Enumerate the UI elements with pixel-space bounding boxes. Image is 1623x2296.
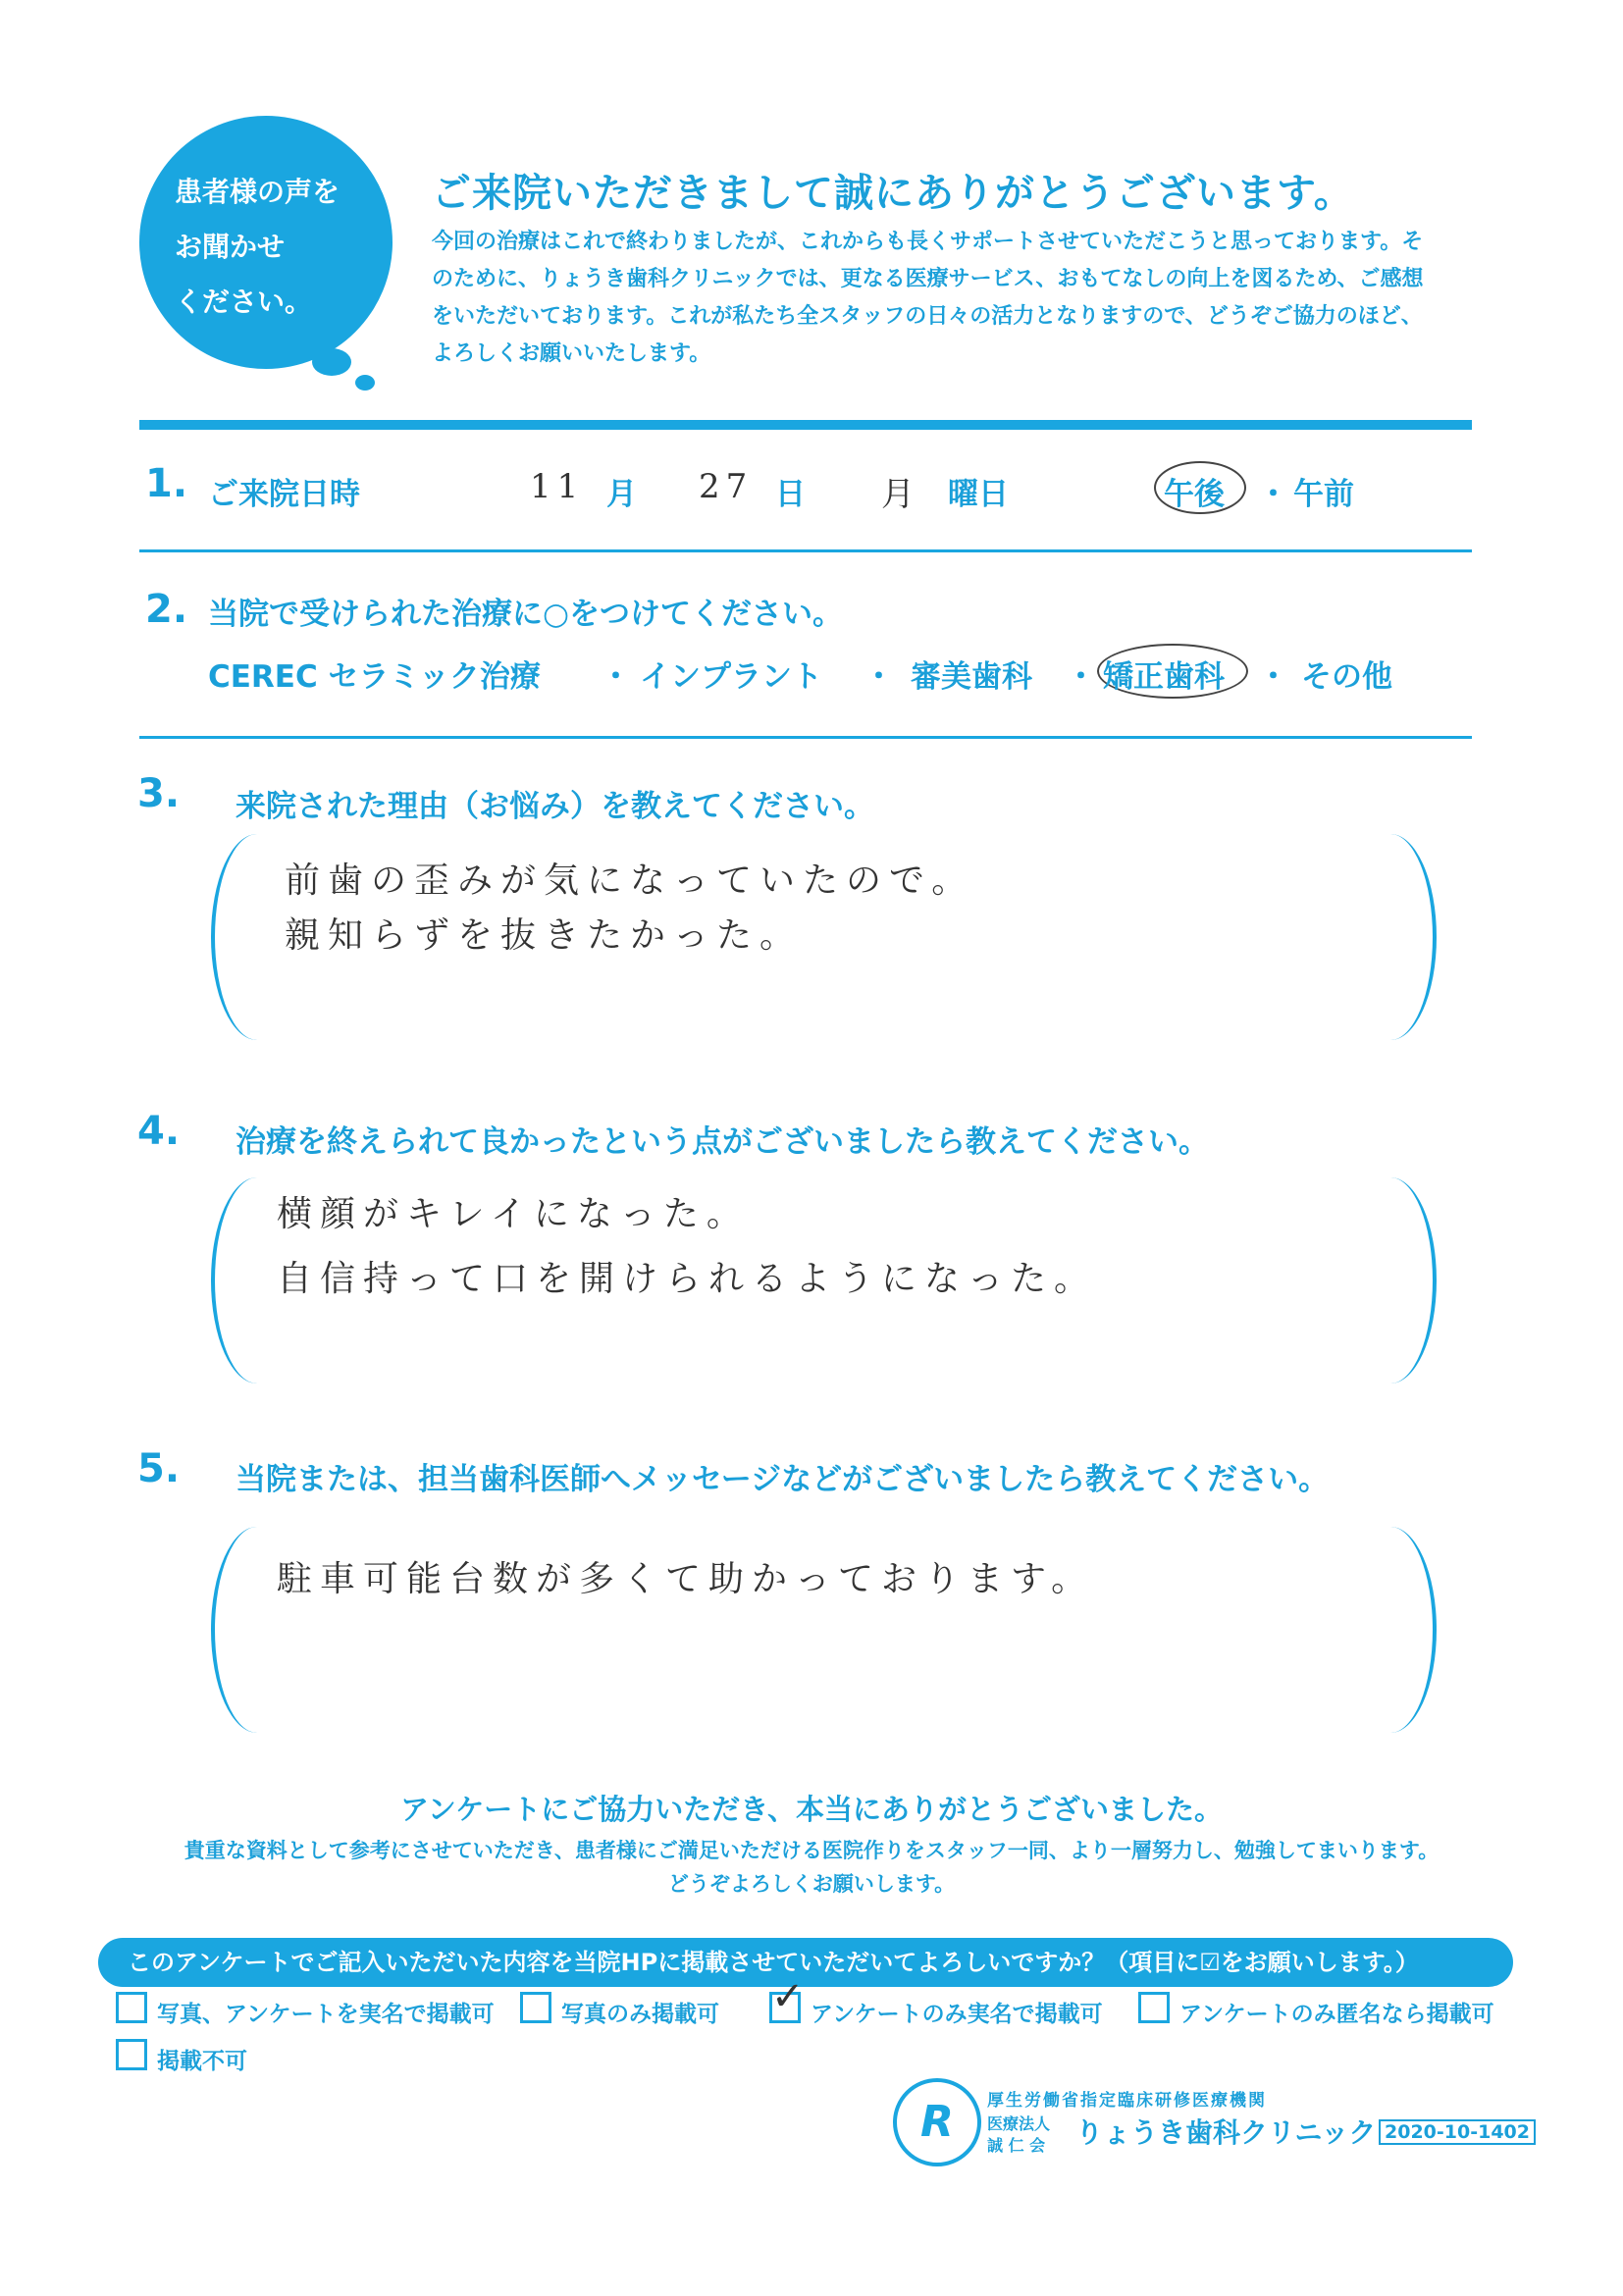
q3-answer-line2: 親知らずを抜きたかった。 [285,915,804,956]
q1-month-value: 11 [530,467,585,506]
q2-option-other: その他 [1301,659,1392,695]
checkbox-label: 写真のみ掲載可 [561,2002,719,2027]
thanks-closing: どうぞよろしくお願いします。 [667,1872,956,1896]
checkbox-label: 写真、アンケートを実名で掲載可 [157,2002,495,2027]
q2-label: 当院で受けられた治療に○をつけてください。 [208,597,844,632]
q1-day-unit: 日 [775,477,806,512]
answer-bracket-right [1344,1177,1437,1383]
page-title: ご来院いただきまして誠にありがとうございます。 [432,171,1354,216]
q5-number: 5. [137,1446,181,1491]
q4-number: 4. [137,1109,181,1154]
q1-separator: ・ [1258,477,1288,512]
q2-option-implant: インプラント [640,659,822,695]
bubble-tail-dot [312,348,351,376]
checkbox-label: 掲載不可 [157,2049,247,2074]
check-mark-icon: ✓ [771,1974,805,2019]
q4-answer-line2: 自信持って口を開けられるようになった。 [277,1259,1098,1299]
section-divider [139,736,1472,739]
footer-corp-type: 医療法人 [987,2114,1051,2133]
q1-label: ご来院日時 [208,477,360,512]
q2-separator: ・ [864,659,894,695]
document-code: 2020-10-1402 [1379,2119,1536,2145]
checkbox-label: アンケートのみ実名で掲載可 [811,2002,1103,2027]
footer-corp-name: 誠 仁 会 [987,2136,1046,2155]
checkbox-no-publish[interactable] [116,2039,147,2070]
q1-am: 午前 [1293,477,1354,512]
q5-answer-line1: 駐車可能台数が多くて助かっております。 [277,1559,1095,1599]
q1-weekday-value: 月 [881,475,920,514]
q3-answer-line1: 前歯の歪みが気になっていたので。 [285,861,975,901]
q2-separator: ・ [601,659,631,695]
q2-option-orthodontics: 矯正歯科 [1103,659,1225,695]
q1-day-value: 27 [699,467,754,506]
clinic-logo: R [893,2078,981,2166]
q5-label: 当院または、担当歯科医師へメッセージなどがございましたら教えてください。 [236,1462,1330,1497]
q2-separator: ・ [1258,659,1288,695]
answer-bracket-right [1344,834,1437,1040]
q2-option-cerec: CEREC セラミック治療 [208,659,541,695]
q4-label: 治療を終えられて良かったという点がございましたら教えてください。 [236,1124,1209,1160]
checkbox-label: アンケートのみ匿名なら掲載可 [1179,2002,1494,2027]
q1-weekday-unit: 曜日 [948,477,1009,512]
checkbox-real-name-photo[interactable] [116,1992,147,2023]
q1-month-unit: 月 [606,477,637,512]
q2-option-cosmetic: 審美歯科 [911,659,1032,695]
thanks-title: アンケートにご協力いただき、本当にありがとうございました。 [399,1793,1224,1826]
clinic-name: りょうき歯科クリニック [1075,2116,1377,2149]
footer-designation: 厚生労働省指定臨床研修医療機関 [987,2091,1267,2111]
q3-number: 3. [137,771,181,816]
q2-number: 2. [145,587,188,632]
bubble-text: 患者様の声を お聞かせ ください。 [175,176,340,318]
intro-text: 今回の治療はこれで終わりましたが、これからも長くサポートさせていただこうと思っております。そのために、りょうき歯科クリニックでは、更なる医療サービス、おもてなしの向上を図るため、ご感想をいただいております。これが私たち全スタッフの日々の活力となりますので、どうぞご協力のほど、よろしくお願いいたします。 [432,230,1424,366]
answer-bracket-right [1344,1527,1437,1733]
q1-pm: 午後 [1164,477,1225,512]
checkbox-survey-anonymous[interactable] [1138,1992,1170,2023]
thanks-body: 貴重な資料として参考にさせていただき、患者様にご満足いただける医院作りをスタッフ一同、より一層努力し、勉強してまいります。 [183,1839,1440,1862]
q3-label: 来院された理由（お悩み）を教えてください。 [236,789,874,824]
consent-question: このアンケートでご記入いただいた内容を当院HPに掲載させていただいてよろしいですか？（項目に☑をお願いします。） [98,1938,1513,1987]
bubble-tail-dot-small [355,375,375,391]
q2-separator: ・ [1066,659,1096,695]
section-divider [139,549,1472,552]
section-divider [139,420,1472,430]
checkbox-photo-only[interactable] [520,1992,551,2023]
q4-answer-line1: 横顔がキレイになった。 [277,1194,750,1234]
q1-number: 1. [145,461,188,506]
